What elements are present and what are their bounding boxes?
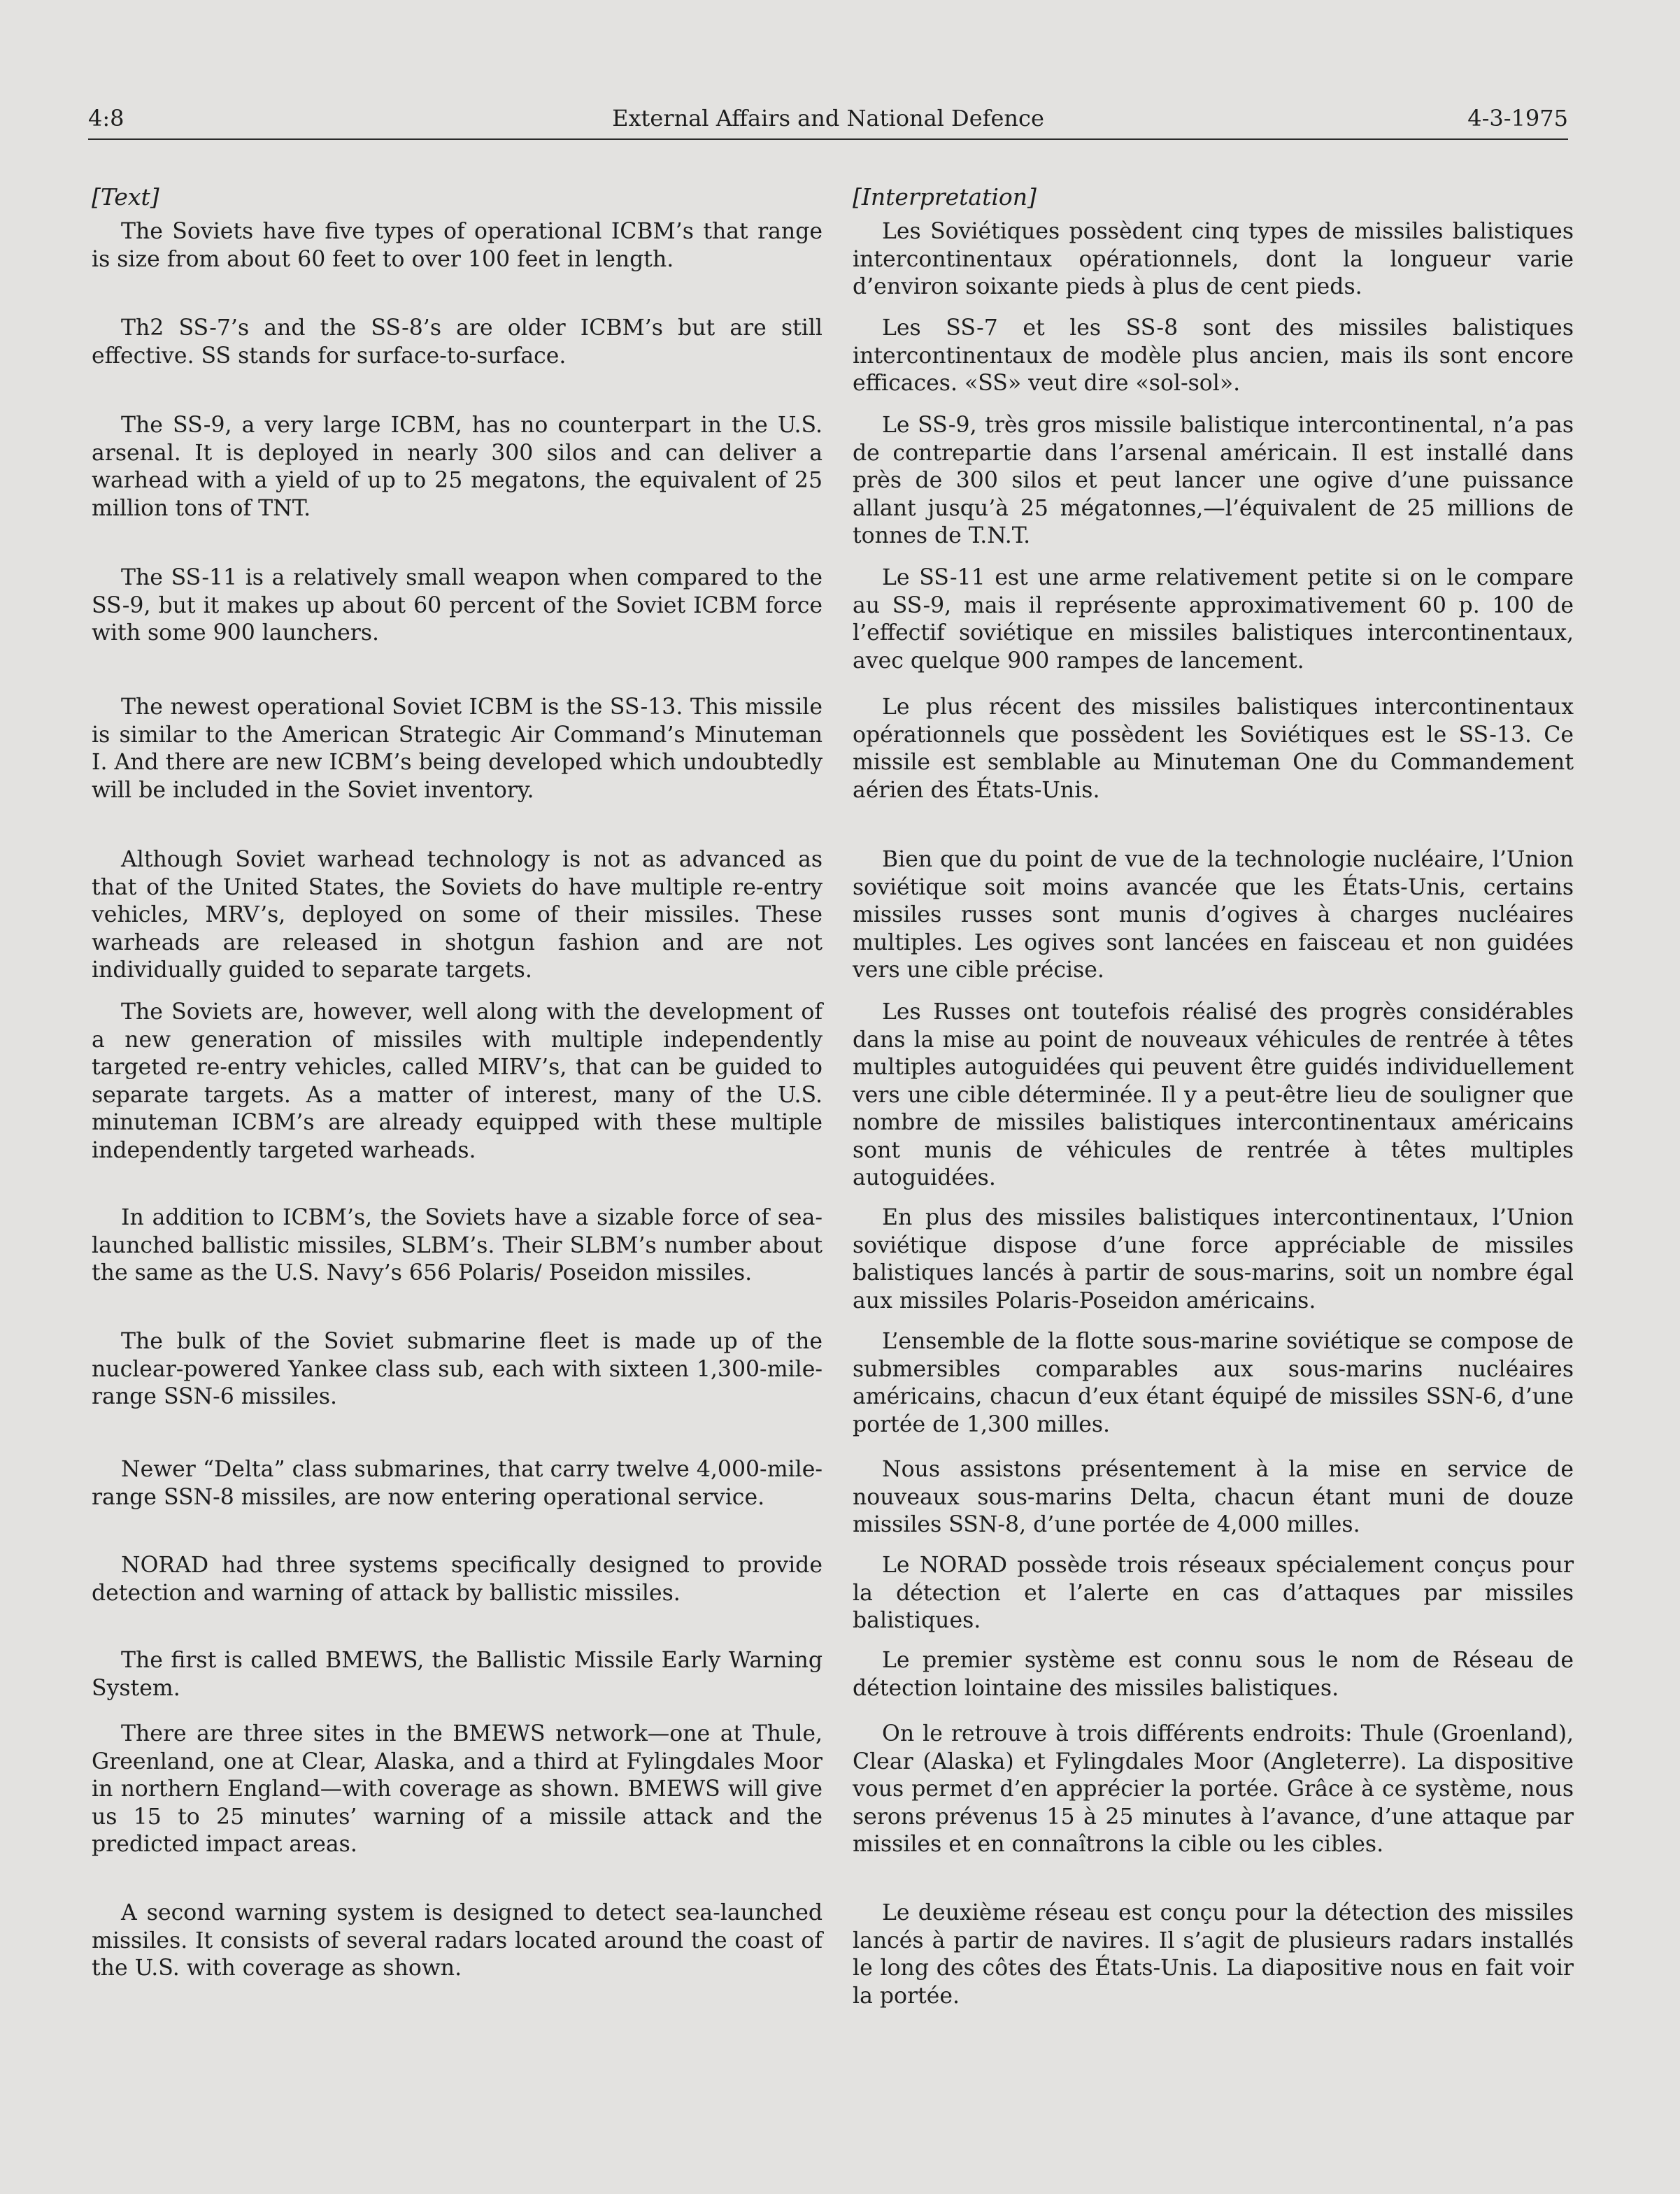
paragraph: The newest operational Soviet ICBM is the SS-13. This missile is similar to the American Strategic Air Command’s Minuteman I. And there are new ICBM’s being developed which undoubtedly will be included in the Soviet inventory.	[92, 694, 823, 803]
interpretation-column-label: [Interpretation]	[853, 183, 1037, 211]
paragraph: The SS-9, a very large ICBM, has no counterpart in the U.S. arsenal. It is deployed in nearly 300 silos and can deliver a warhead with a yield of up to 25 megatons, the equivalent of 25 million tons of TNT.	[92, 413, 823, 521]
paragraph: On le retrouve à trois différents endroits: Thule (Groenland), Clear (Alaska) et Fylingdales Moor (Angleterre). La dispositive vous permet d’en apprécier la portée. Grâce à ce système, nous serons prévenus 15 à 25 minutes à l’avance, d’une attaque par missiles et en connaîtrons la cible ou les cibles.	[853, 1721, 1574, 1857]
page-number: 4:8	[88, 105, 124, 131]
paragraph: Le plus récent des missiles balistiques intercontinentaux opérationnels que possèdent les Soviétiques est le SS-13. Ce missile est semblable au Minuteman One du Commandement aérien des États-Unis.	[853, 694, 1574, 803]
page-header	[88, 97, 1568, 140]
paragraph: NORAD had three systems specifically designed to provide detection and warning of attack by ballistic missiles.	[92, 1553, 823, 1606]
paragraph: En plus des missiles balistiques intercontinentaux, l’Union soviétique dispose d’une force appréciable de missiles balistiques lancés à partir de sous-marins, soit un nombre égal aux missiles Polaris-Poseidon américains.	[853, 1205, 1574, 1313]
paragraph: Th2 SS-7’s and the SS-8’s are older ICBM’s but are still effective. SS stands for surface-to-surface.	[92, 315, 823, 369]
paragraph: The bulk of the Soviet submarine fleet is made up of the nuclear-powered Yankee class sub, each with sixteen 1,300-mile-range SSN-6 missiles.	[92, 1329, 823, 1409]
page-date: 4-3-1975	[1467, 105, 1568, 131]
paragraph: Les Soviétiques possèdent cinq types de missiles balistiques intercontinentaux opérationnels, dont la longueur varie d’environ soixante pieds à plus de cent pieds.	[853, 219, 1574, 299]
paragraph: Les SS-7 et les SS-8 sont des missiles balistiques intercontinentaux de modèle plus ancien, mais ils sont encore efficaces. «SS» veut dire «sol-sol».	[853, 315, 1574, 396]
paragraph: Les Russes ont toutefois réalisé des progrès considérables dans la mise au point de nouveaux véhicules de rentrée à têtes multiples autoguidées qui peuvent être guidés individuellement vers une cible déterminée. Il y a peut-être lieu de souligner que nombre de missiles balistiques intercontinentaux américains sont munis de véhicules de rentrée à têtes multiples autoguidées.	[853, 999, 1574, 1190]
text-column-label: [Text]	[92, 183, 159, 211]
paragraph: The SS-11 is a relatively small weapon when compared to the SS-9, but it makes up about 60 percent of the Soviet ICBM force with some 900 launchers.	[92, 565, 823, 646]
paragraph: Le SS-11 est une arme relativement petite si on le compare au SS-9, mais il représente approximativement 60 p. 100 de l’effectif soviétique en missiles balistiques intercontinentaux, avec quelque 900 rampes de lancement.	[853, 565, 1574, 674]
paragraph: Le premier système est connu sous le nom de Réseau de détection lointaine des missiles balistiques.	[853, 1648, 1574, 1701]
paragraph: The Soviets are, however, well along with the development of a new generation of missiles with multiple independently targeted re-entry vehicles, called MIRV’s, that can be guided to separate targets. As a matter of interest, many of the U.S. minuteman ICBM’s are already equipped with these multiple independently targeted warheads.	[92, 999, 823, 1163]
paragraph: The Soviets have five types of operational ICBM’s that range is size from about 60 feet to over 100 feet in length.	[92, 219, 823, 272]
paragraph: The first is called BMEWS, the Ballistic Missile Early Warning System.	[92, 1648, 823, 1701]
paragraph: Le deuxième réseau est conçu pour la détection des missiles lancés à partir de navires. Il s’agit de plusieurs radars installés le long des côtes des États-Unis. La diapositive nous en fait voir la portée.	[853, 1900, 1574, 2009]
paragraph: Although Soviet warhead technology is not as advanced as that of the United States, the Soviets do have multiple re-entry vehicles, MRV’s, deployed on some of their missiles. These warheads are released in shotgun fashion and are not individually guided to separate targets.	[92, 847, 823, 983]
paragraph: Le SS-9, très gros missile balistique intercontinental, n’a pas de contrepartie dans l’arsenal américain. Il est installé dans près de 300 silos et peut lancer une ogive d’une puissance allant jusqu’à 25 mégatonnes,—l’équivalent de 25 millions de tonnes de T.N.T.	[853, 413, 1574, 548]
paragraph: A second warning system is designed to detect sea-launched missiles. It consists of several radars located around the coast of the U.S. with coverage as shown.	[92, 1900, 823, 1981]
paragraph: L’ensemble de la flotte sous-marine soviétique se compose de submersibles comparables aux sous-marins nucléaires américains, chacun d’eux étant équipé de missiles SSN-6, d’une portée de 1,300 milles.	[853, 1329, 1574, 1437]
paragraph: Newer “Delta” class submarines, that carry twelve 4,000-mile-range SSN-8 missiles, are now entering operational service.	[92, 1457, 823, 1510]
paragraph: There are three sites in the BMEWS network—one at Thule, Greenland, one at Clear, Alaska, and a third at Fylingdales Moor in northern England—with coverage as shown. BMEWS will give us 15 to 25 minutes’ warning of a missile attack and the predicted impact areas.	[92, 1721, 823, 1857]
paragraph: Bien que du point de vue de la technologie nucléaire, l’Union soviétique soit moins avancée que les États-Unis, certains missiles russes sont munis d’ogives à charges nucléaires multiples. Les ogives sont lancées en faisceau et non guidées vers une cible précise.	[853, 847, 1574, 983]
paragraph: Nous assistons présentement à la mise en service de nouveaux sous-marins Delta, chacun étant muni de douze missiles SSN-8, d’une portée de 4,000 milles.	[853, 1457, 1574, 1537]
paragraph: Le NORAD possède trois réseaux spécialement conçus pour la détection et l’alerte en cas d’attaques par missiles balistiques.	[853, 1553, 1574, 1633]
paragraph: In addition to ICBM’s, the Soviets have a sizable force of sea-launched ballistic missiles, SLBM’s. Their SLBM’s number about the same as the U.S. Navy’s 656 Polaris/ Poseidon missiles.	[92, 1205, 823, 1285]
running-title: External Affairs and National Defence	[612, 105, 1044, 131]
